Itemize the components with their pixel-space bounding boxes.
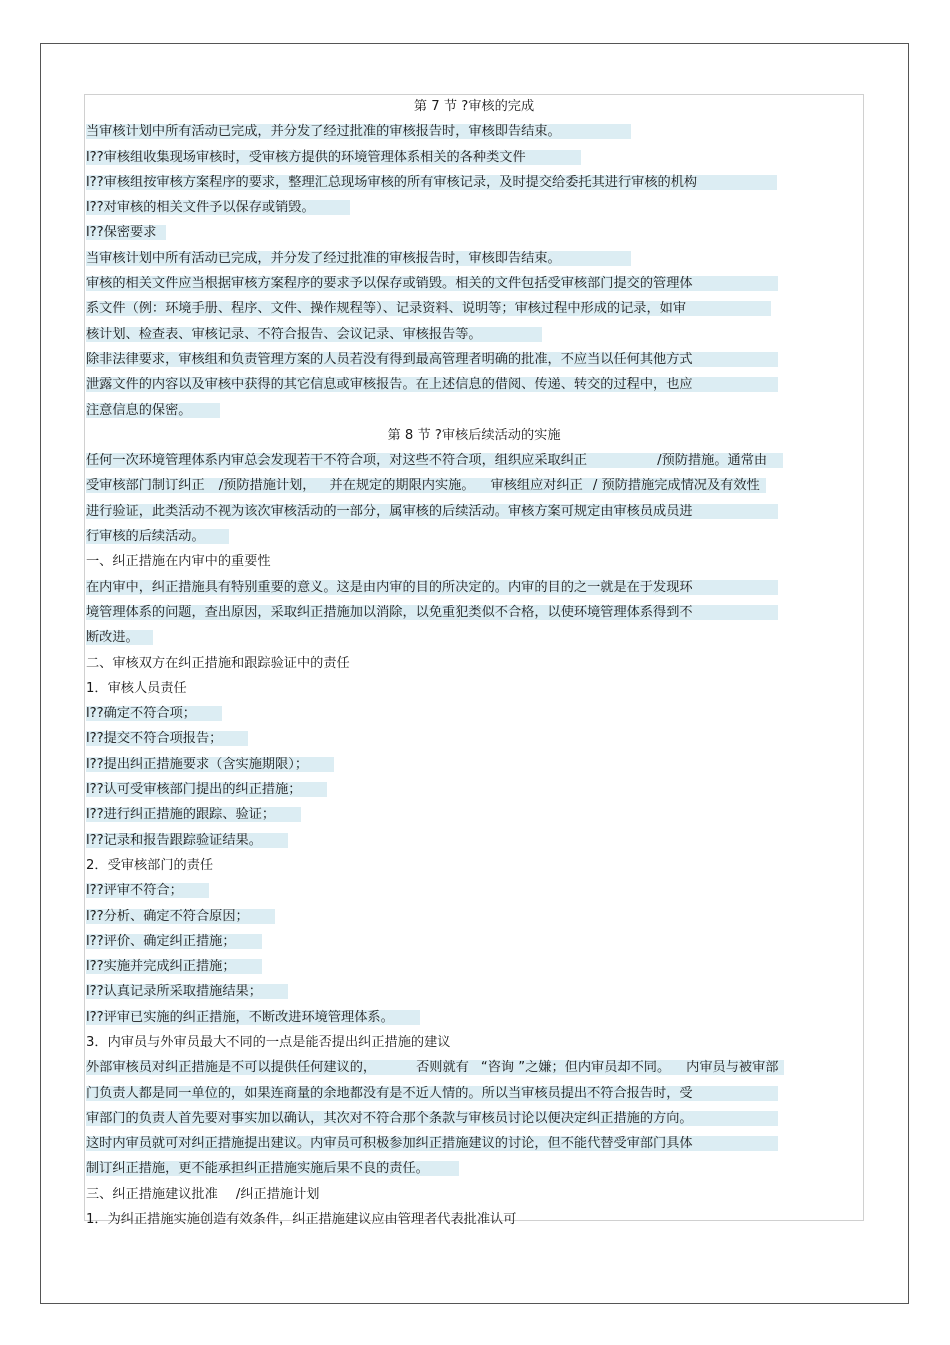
p2-1-title: 1．审核人员责任 [86,680,187,696]
p3-title-text: /纠正措施计划 [235,1186,320,1202]
s7-line: l??保密要求 [86,225,166,240]
s7-line: 审核的相关文件应当根据审核方案程序的要求予以保存或销毁。相关的文件包括受审核部门提交的管理体 [86,276,778,291]
p2-2-item: l??评审不符合； [86,883,209,898]
p2-1-item: l??记录和报告跟踪验证结果。 [86,833,288,848]
s7-line: 除非法律要求，审核组和负责管理方案的人员若没有得到最高管理者明确的批准，不应当以任何其他方式 [86,352,778,367]
p3-line: 1．为纠正措施实施创造有效条件，纠正措施建议应由管理者代表批准认可 [86,1212,517,1228]
p2-3-text: “咨询 ”之嫌；但内审员却不同。 [480,1060,671,1076]
p1-line: 断改进。 [86,630,153,645]
s8-intro-text: 受审核部门制订纠正 [86,478,205,494]
s7-line: l??审核组收集现场审核时，受审核方提供的环境管理体系相关的各种类文件 [86,150,581,165]
p2-3-line: 这时内审员就可对纠正措施提出建议。内审员可积极参加纠正措施建议的讨论，但不能代替受审部门具体 [86,1136,778,1151]
p2-1-item: l??认可受审核部门提出的纠正措施； [86,782,327,797]
p1-title: 一、纠正措施在内审中的重要性 [86,554,271,570]
s8-intro-text: 进行验证，此类活动不视为该次审核活动的一部分，属审核的后续活动。审核方案可规定由审核员成员进 [86,504,778,519]
p2-2-item: l??评价、确定纠正措施； [86,934,262,949]
s7-line: 当审核计划中所有活动已完成，并分发了经过批准的审核报告时，审核即告结束。 [86,124,631,139]
s7-line: 泄露文件的内容以及审核中获得的其它信息或审核报告。在上述信息的借阅、传递、转交的过程中，也应 [86,377,778,392]
p2-3-line: 制订纠正措施，更不能承担纠正措施实施后果不良的责任。 [86,1161,459,1176]
p2-1-item: l??进行纠正措施的跟踪、验证； [86,807,301,822]
p2-3-line: 审部门的负责人首先要对事实加以确认，其次对不符合那个条款与审核员讨论以便决定纠正措施的方向。 [86,1111,778,1126]
p2-3-text: 否则就有 [416,1060,469,1076]
s8-intro-text: 审核组应对纠正 [490,478,583,494]
s7-line: 注意信息的保密。 [86,403,220,418]
p2-2-item: l??评审已实施的纠正措施，不断改进环境管理体系。 [86,1010,420,1025]
p2-1-item: l??确定不符合项； [86,706,222,721]
p2-title: 二、审核双方在纠正措施和跟踪验证中的责任 [86,655,350,671]
s8-intro-text: / 预防措施完成情况及有效性 [592,478,760,494]
section-7-heading: 第 7 节 ?审核的完成 [413,99,535,114]
p2-3-title: 3．内审员与外审员最大不同的一点是能否提出纠正措施的建议 [86,1034,451,1050]
p3-title [84,1182,864,1207]
s7-line: l??对审核的相关文件予以保存或销毁。 [86,200,350,215]
s7-line: 系文件（例：环境手册、程序、文件、操作规程等）、记录资料、说明等；审核过程中形成的记录，如审 [86,301,771,316]
s7-line: 核计划、检查表、审核记录、不符合报告、会议记录、审核报告等。 [86,327,542,342]
document-body [84,94,864,1232]
p2-2-item: l??认真记录所采取措施结果； [86,984,288,999]
s7-line: 当审核计划中所有活动已完成，并分发了经过批准的审核报告时，审核即告结束。 [86,251,631,266]
p2-1-item: l??提出纠正措施要求（含实施期限）； [86,757,334,772]
p2-3-line: 门负责人都是同一单位的，如果连商量的余地都没有是不近人情的。所以当审核员提出不符合报告时，受 [86,1086,778,1101]
p2-2-item: l??实施并完成纠正措施； [86,959,262,974]
s8-intro-text: 行审核的后续活动。 [86,529,229,544]
s8-intro-text: 并在规定的期限内实施。 [329,478,475,494]
p2-1-item: l??提交不符合项报告； [86,731,248,746]
p1-line: 境管理体系的问题，查出原因，采取纠正措施加以消除，以免重犯类似不合格，以使环境管理体系得到不 [86,605,778,620]
section-8-heading: 第 8 节 ?审核后续活动的实施 [387,427,561,443]
p2-3-text: 外部审核员对纠正措施是不可以提供任何建议的， [86,1060,377,1076]
s7-line: l??审核组按审核方案程序的要求，整理汇总现场审核的所有审核记录，及时提交给委托其进行审核的机构 [86,175,777,190]
p1-line: 在内审中，纠正措施具有特别重要的意义。这是由内审的目的所决定的。内审的目的之一就是在于发现环 [86,580,778,595]
p2-2-title: 2．受审核部门的责任 [86,857,214,873]
s8-intro-text: 任何一次环境管理体系内审总会发现若干不符合项，对这些不符合项，组织应采取纠正 [86,453,588,469]
p3-title-text: 三、纠正措施建议批准 [86,1186,218,1202]
p2-3-text: 内审员与被审部 [686,1060,779,1076]
p2-2-item: l??分析、确定不符合原因； [86,909,275,924]
s8-intro-text: /预防措施。通常由 [657,453,768,469]
s8-intro-text: /预防措施计划， [218,478,316,494]
